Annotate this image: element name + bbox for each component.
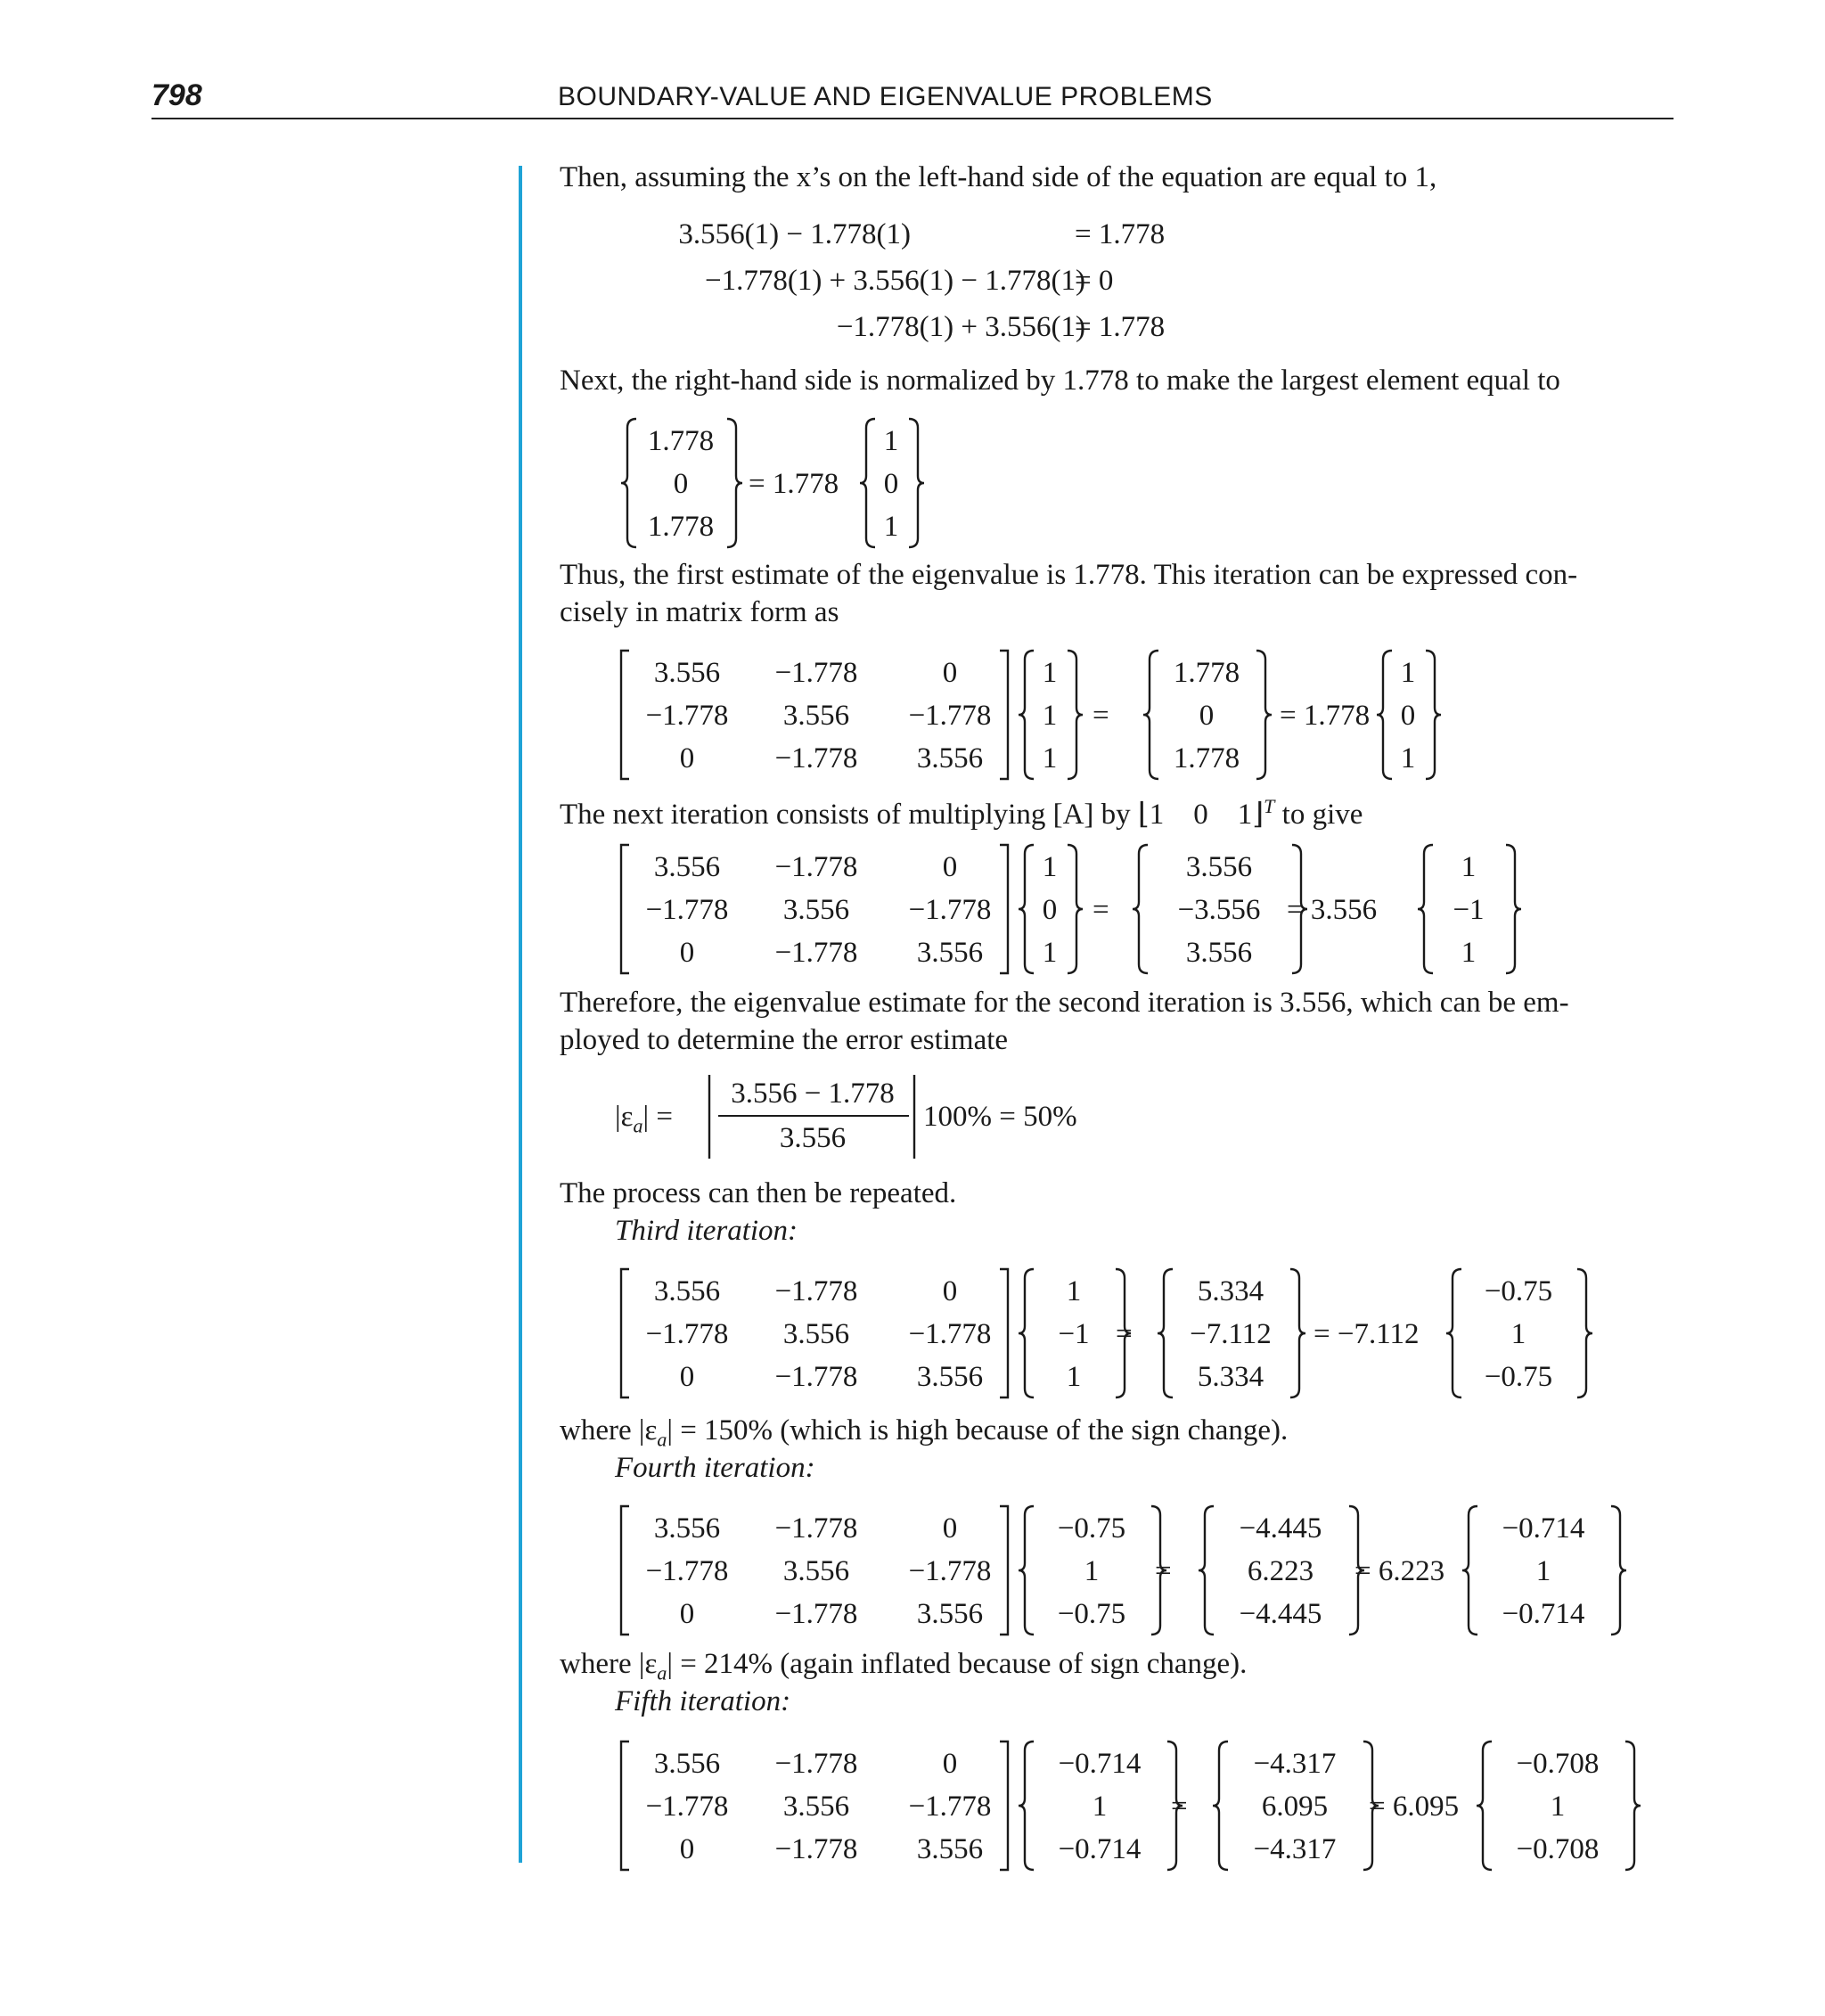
open-brace — [1212, 1740, 1230, 1872]
iter5-normalized-0: −0.708 — [1516, 1748, 1600, 1780]
matrix-a-r1c0: −1.778 — [645, 700, 729, 732]
close-brace — [1609, 1504, 1627, 1636]
paragraph-2-text: Next, the right-hand side is normalized by 1.778 to make the largest element equal to — [560, 365, 1560, 397]
close-brace — [1255, 649, 1273, 781]
iter5-result-1: 6.095 — [1261, 1791, 1329, 1823]
iter1-equals: = — [1093, 700, 1109, 732]
matrix-a-r1c1: 3.556 — [782, 1555, 850, 1587]
iter3-normalized-0: −0.75 — [1484, 1275, 1553, 1307]
iter2-normalized-0: 1 — [1461, 851, 1477, 883]
eq-line-3-lhs: −1.778(1) + 3.556(1) — [836, 311, 1085, 343]
matrix-a-r1c2: −1.778 — [908, 1791, 992, 1823]
open-brace — [1018, 1504, 1035, 1636]
matrix-a-r1c2: −1.778 — [908, 700, 992, 732]
error-lhs-post: | = — [642, 1101, 673, 1133]
close-brace — [1066, 649, 1084, 781]
iter2-normalized-2: 1 — [1461, 937, 1477, 969]
iter4-normalized-2: −0.714 — [1502, 1598, 1585, 1630]
error-lhs — [615, 1100, 673, 1143]
iter5-normalized-1: 1 — [1550, 1791, 1566, 1823]
matrix-a-r2c2: 3.556 — [916, 1833, 984, 1865]
iter2-result-1: −3.556 — [1177, 894, 1261, 926]
matrix-a-r2c0: 0 — [679, 1598, 695, 1630]
open-brace — [1476, 1740, 1494, 1872]
matrix-a-r1c1: 3.556 — [782, 1791, 850, 1823]
iter1-normalized-0: 1 — [1400, 657, 1416, 689]
iter1-x-0: 1 — [1042, 657, 1058, 689]
matrix-a-r0c2: 0 — [942, 1512, 958, 1545]
open-brace — [1157, 1267, 1174, 1399]
normalize-factor: = 1.778 — [749, 468, 839, 500]
matrix-a-r1c2: −1.778 — [908, 1318, 992, 1350]
matrix-a-r2c0: 0 — [679, 1833, 695, 1865]
matrix-a-r0c1: −1.778 — [774, 1275, 858, 1307]
iter3-normalized-1: 1 — [1510, 1318, 1526, 1350]
close-brace — [1424, 649, 1442, 781]
iter4-x-2: −0.75 — [1057, 1598, 1126, 1630]
normalize-rhs-0: 1 — [883, 425, 899, 457]
paragraph-8-post: | = 214% (again inflated because of sign change). — [667, 1648, 1248, 1680]
matrix-a-r0c0: 3.556 — [653, 1275, 721, 1307]
fraction-numerator: 3.556 − 1.778 — [731, 1078, 895, 1110]
open-brace — [1142, 649, 1160, 781]
iter5-result-0: −4.317 — [1253, 1748, 1337, 1780]
eq-line-1-lhs: 3.556(1) − 1.778(1) — [678, 218, 911, 250]
iter5-equals: = — [1171, 1791, 1188, 1823]
normalize-lhs-1: 0 — [673, 468, 689, 500]
paragraph-8-sub: a — [657, 1661, 667, 1684]
paragraph-1-text: Then, assuming the x’s on the left-hand side of the equation are equal to 1, — [560, 161, 1437, 193]
iter3-x-0: 1 — [1066, 1275, 1082, 1307]
iter2-result-0: 3.556 — [1185, 851, 1253, 883]
iter4-eigenvalue: = 6.223 — [1354, 1555, 1445, 1587]
open-brace — [1132, 843, 1150, 975]
matrix-a-r2c0: 0 — [679, 1361, 695, 1393]
open-brace — [620, 417, 638, 549]
iter1-eigenvalue: = 1.778 — [1280, 700, 1371, 732]
matrix-a-r0c0: 3.556 — [653, 1512, 721, 1545]
open-brace — [1018, 843, 1035, 975]
header-rule — [151, 118, 1674, 119]
matrix-a-r2c2: 3.556 — [916, 1598, 984, 1630]
row-vector: ⌊1 0 1⌋ — [1137, 799, 1264, 831]
iter4-x-0: −0.75 — [1057, 1512, 1126, 1545]
close-bracket — [998, 843, 1012, 975]
matrix-a-r1c0: −1.778 — [645, 1318, 729, 1350]
eq-line-2-lhs: −1.778(1) + 3.556(1) − 1.778(1) — [704, 265, 1085, 297]
iter3-x-1: −1 — [1058, 1318, 1090, 1350]
matrix-a-r0c1: −1.778 — [774, 657, 858, 689]
paragraph-6: The process can then be repeated. — [560, 1177, 957, 1209]
matrix-a-r2c1: −1.778 — [774, 1833, 858, 1865]
iter1-result-0: 1.778 — [1173, 657, 1240, 689]
open-brace — [1445, 1267, 1463, 1399]
open-brace — [1198, 1504, 1215, 1636]
matrix-a-r0c0: 3.556 — [653, 1748, 721, 1780]
running-head: BOUNDARY-VALUE AND EIGENVALUE PROBLEMS — [558, 82, 1213, 111]
matrix-a-r0c1: −1.778 — [774, 1512, 858, 1545]
iter4-x-1: 1 — [1084, 1555, 1100, 1587]
paragraph-5b: ployed to determine the error estimate — [560, 1024, 1009, 1056]
margin-bar — [519, 166, 522, 1863]
error-lhs-sub: a — [633, 1114, 643, 1137]
matrix-a-r2c0: 0 — [679, 937, 695, 969]
close-brace — [1575, 1267, 1593, 1399]
third-iteration-heading: Third iteration: — [615, 1215, 798, 1247]
iter1-x-1: 1 — [1042, 700, 1058, 732]
iter3-result-2: 5.334 — [1197, 1361, 1264, 1393]
paragraph-7-pre: where |ε — [560, 1414, 658, 1446]
open-brace — [859, 417, 877, 549]
matrix-a-r1c1: 3.556 — [782, 894, 850, 926]
matrix-a-r2c1: −1.778 — [774, 742, 858, 774]
matrix-a-r0c0: 3.556 — [653, 657, 721, 689]
matrix-a-r1c0: −1.778 — [645, 894, 729, 926]
matrix-a-r0c1: −1.778 — [774, 1748, 858, 1780]
iter3-result-0: 5.334 — [1197, 1275, 1264, 1307]
close-brace — [907, 417, 925, 549]
close-brace — [1624, 1740, 1641, 1872]
matrix-a-r1c0: −1.778 — [645, 1791, 729, 1823]
close-bracket — [998, 1504, 1012, 1636]
close-brace — [1066, 843, 1084, 975]
iter1-x-2: 1 — [1042, 742, 1058, 774]
iter4-normalized-0: −0.714 — [1502, 1512, 1585, 1545]
paragraph-2 — [560, 362, 1560, 399]
paragraph-5a: Therefore, the eigenvalue estimate for the second iteration is 3.556, which can be em- — [560, 987, 1569, 1019]
transpose-mark: T — [1264, 795, 1275, 817]
open-brace — [1018, 1267, 1035, 1399]
matrix-a-r2c1: −1.778 — [774, 937, 858, 969]
eq-line-3-rhs: = 1.778 — [1075, 311, 1166, 343]
close-bracket — [998, 1740, 1012, 1872]
iter5-x-2: −0.714 — [1058, 1833, 1142, 1865]
paragraph-4-tail: to give — [1274, 799, 1363, 831]
matrix-a-r0c2: 0 — [942, 851, 958, 883]
iter2-x-0: 1 — [1042, 851, 1058, 883]
iter5-normalized-2: −0.708 — [1516, 1833, 1600, 1865]
normalize-rhs-1: 0 — [883, 468, 899, 500]
matrix-a-r2c2: 3.556 — [916, 1361, 984, 1393]
close-bracket — [998, 649, 1012, 781]
iter5-x-1: 1 — [1092, 1791, 1108, 1823]
matrix-a-r2c1: −1.778 — [774, 1361, 858, 1393]
matrix-a-r0c1: −1.778 — [774, 851, 858, 883]
normalize-lhs-2: 1.778 — [647, 511, 715, 543]
iter2-eigenvalue: = 3.556 — [1287, 894, 1378, 926]
iter4-result-0: −4.445 — [1239, 1512, 1322, 1545]
open-brace — [1417, 843, 1435, 975]
paragraph-7-sub: a — [657, 1428, 667, 1451]
iter4-result-2: −4.445 — [1239, 1598, 1322, 1630]
fourth-iteration-heading: Fourth iteration: — [615, 1452, 815, 1484]
close-bracket — [998, 1267, 1012, 1399]
matrix-a-r0c0: 3.556 — [653, 851, 721, 883]
iter4-equals: = — [1155, 1555, 1172, 1587]
fifth-iteration-heading: Fifth iteration: — [615, 1685, 791, 1717]
matrix-a-r1c2: −1.778 — [908, 1555, 992, 1587]
iter3-normalized-2: −0.75 — [1484, 1361, 1553, 1393]
iter4-normalized-1: 1 — [1535, 1555, 1551, 1587]
iter2-x-2: 1 — [1042, 937, 1058, 969]
iter4-result-1: 6.223 — [1247, 1555, 1314, 1587]
iter3-eigenvalue: = −7.112 — [1314, 1318, 1420, 1350]
matrix-a-r2c2: 3.556 — [916, 937, 984, 969]
open-brace — [1018, 1740, 1035, 1872]
paragraph-1 — [560, 159, 1436, 196]
iter1-normalized-1: 0 — [1400, 700, 1416, 732]
iter1-result-1: 0 — [1199, 700, 1215, 732]
matrix-a-r2c2: 3.556 — [916, 742, 984, 774]
iter1-normalized-2: 1 — [1400, 742, 1416, 774]
iter2-normalized-1: −1 — [1453, 894, 1485, 926]
iter3-x-2: 1 — [1066, 1361, 1082, 1393]
iter1-result-2: 1.778 — [1173, 742, 1240, 774]
matrix-a-r1c0: −1.778 — [645, 1555, 729, 1587]
paragraph-3a: Thus, the first estimate of the eigenvalue is 1.778. This iteration can be expressed con- — [560, 559, 1578, 591]
matrix-a-r2c0: 0 — [679, 742, 695, 774]
matrix-a-r0c2: 0 — [942, 657, 958, 689]
iter5-result-2: −4.317 — [1253, 1833, 1337, 1865]
iter3-equals: = — [1116, 1318, 1133, 1350]
fraction-bar — [718, 1115, 909, 1117]
close-brace — [1289, 1267, 1306, 1399]
matrix-a-r0c2: 0 — [942, 1275, 958, 1307]
iter3-result-1: −7.112 — [1190, 1318, 1272, 1350]
matrix-a-r1c1: 3.556 — [782, 1318, 850, 1350]
matrix-a-r1c1: 3.556 — [782, 700, 850, 732]
error-lhs-pre: |ε — [615, 1101, 634, 1133]
close-brace — [1504, 843, 1522, 975]
paragraph-4 — [560, 788, 1363, 833]
iter5-eigenvalue: = 6.095 — [1369, 1791, 1460, 1823]
fraction-denominator: 3.556 — [779, 1122, 847, 1154]
page-number: 798 — [151, 78, 202, 112]
normalize-rhs-2: 1 — [883, 511, 899, 543]
matrix-a-r2c1: −1.778 — [774, 1598, 858, 1630]
paragraph-3b: cisely in matrix form as — [560, 596, 839, 628]
matrix-a-r1c2: −1.778 — [908, 894, 992, 926]
eq-line-2-rhs: = 0 — [1075, 265, 1114, 297]
open-brace — [1018, 649, 1035, 781]
error-rhs: 100% = 50% — [923, 1101, 1077, 1133]
open-brace — [1376, 649, 1394, 781]
open-brace — [1461, 1504, 1479, 1636]
eq-line-1-rhs: = 1.778 — [1075, 218, 1166, 250]
iter2-result-2: 3.556 — [1185, 937, 1253, 969]
iter2-x-1: 0 — [1042, 894, 1058, 926]
paragraph-8-pre: where |ε — [560, 1648, 658, 1680]
normalize-lhs-0: 1.778 — [647, 425, 715, 457]
matrix-a-r0c2: 0 — [942, 1748, 958, 1780]
iter5-x-0: −0.714 — [1058, 1748, 1142, 1780]
paragraph-4-text: The next iteration consists of multiplying [A] by — [560, 799, 1138, 831]
paragraph-7-post: | = 150% (which is high because of the sign change). — [667, 1414, 1289, 1446]
iter2-equals: = — [1093, 894, 1109, 926]
close-brace — [725, 417, 743, 549]
